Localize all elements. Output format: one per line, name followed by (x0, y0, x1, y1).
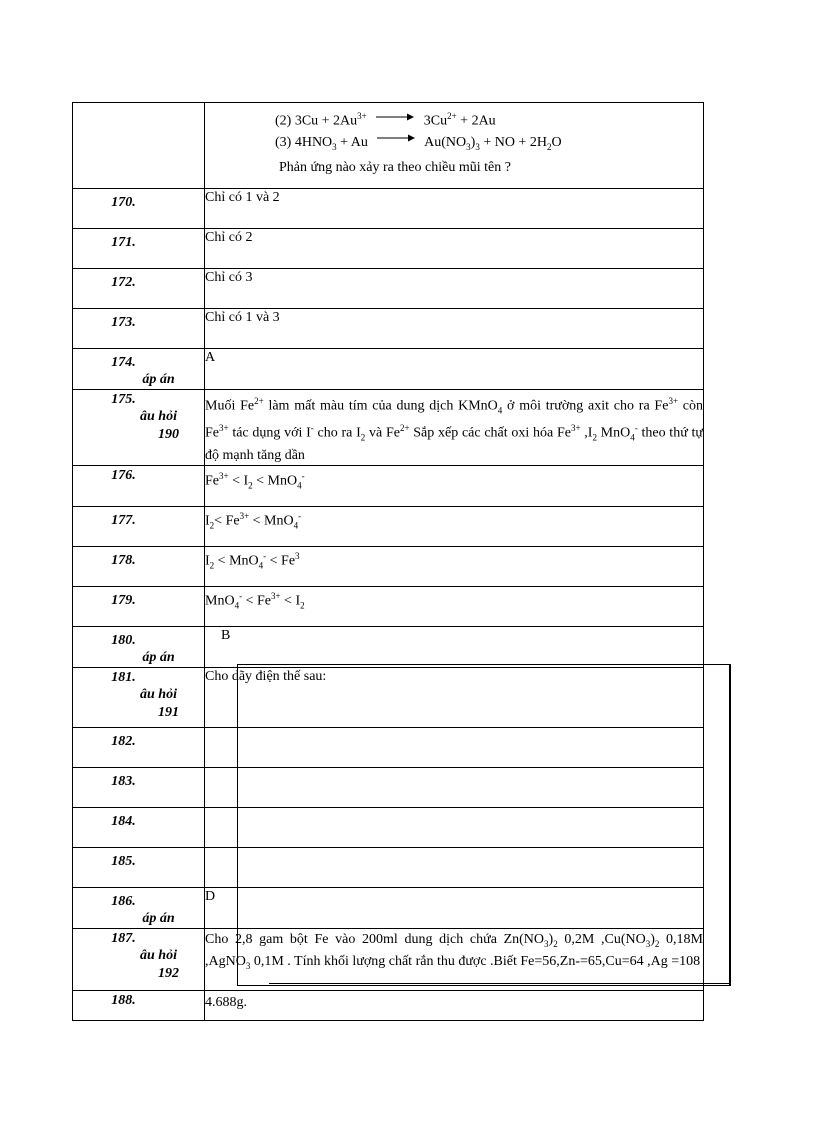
row-number: 179. (111, 592, 136, 608)
table-row (73, 990, 704, 1020)
row-number: 185. (111, 853, 136, 869)
table-row (73, 229, 704, 269)
row-number: 174. (111, 355, 136, 370)
table-row (73, 626, 704, 667)
row-number: 186. (111, 893, 136, 909)
answer-option: $I_2< Fe^{3+} < MnO_4^-$ (205, 506, 704, 546)
table-row (73, 103, 704, 189)
table-row (73, 349, 704, 390)
table-row (73, 465, 704, 506)
answer-option: Chỉ có 2 (205, 229, 704, 269)
row-label: áp án (142, 910, 175, 926)
row-number: 176. (111, 467, 136, 483)
row-label: âu hỏi (140, 409, 177, 424)
row-number: 177. (111, 512, 136, 528)
reaction-arrow-icon (377, 134, 415, 142)
answer-option: Chỉ có 3 (205, 269, 704, 309)
answer-option: Chỉ có 1 và 2 (205, 189, 704, 229)
equation-3: (3) $4HNO_3 + Au$ $Au(NO_3)_3$ + NO + $2H_2O$ (275, 134, 562, 152)
question-number: 192 (158, 965, 179, 981)
answer-key: A (205, 349, 704, 390)
answer-option: $Fe^{3+} < I_2 < MnO_4^-$ (205, 465, 704, 506)
row-number: 170. (111, 195, 136, 210)
row-number: 187. (111, 930, 136, 946)
answer-key: D (205, 887, 704, 928)
row-label: âu hỏi (140, 686, 177, 702)
row-number-cell (73, 103, 205, 189)
question-text: Cho 2,8 gam bột Fe vào 200ml dung dịch chứa $Zn(NO_3)_2$ 0,2M $,Cu(NO_3)_2$ 0,18M ,AgNO$_3$ 0,1M . Tính khối lượng chất rắn thu được .Biết Fe=56,Zn-=65,Cu=64 ,Ag =108 (205, 928, 704, 990)
answer-option: Chỉ có 1 và 3 (205, 309, 704, 349)
row-number: 180. (111, 632, 136, 648)
row-number: 183. (111, 773, 136, 789)
question-header-cell (205, 103, 704, 189)
equation-2: (2) $3Cu + 2Au^{3+}$ $3Cu^{2+} + 2Au$ (275, 111, 496, 129)
question-number: 190 (158, 427, 179, 442)
table-row (73, 390, 704, 466)
overlay-frame (237, 664, 731, 986)
question-text: Muối $Fe^{2+}$ làm mất màu tím của dung dịch KMnO$_4$ ở môi trường axit cho ra $Fe^{3+}$ còn $Fe^{3+}$ tác dụng với I- cho ra $I_2$ và $Fe^{2+}$ Sắp xếp các chất oxi hóa $Fe^{3+}$ $,I_2$ MnO$_4$- theo thứ tự độ mạnh tăng dần (205, 390, 704, 466)
question-text: Cho dãy điện thế sau: (205, 667, 704, 727)
row-number: 181. (111, 669, 136, 685)
row-number: 171. (111, 235, 136, 250)
table-row (73, 189, 704, 229)
row-number: 188. (111, 992, 136, 1008)
table-row (73, 546, 704, 586)
overlay-line (269, 983, 729, 984)
row-number: 184. (111, 813, 136, 829)
question-number: 191 (158, 704, 179, 720)
row-number: 172. (111, 275, 136, 290)
table-row (73, 586, 704, 626)
row-number: 178. (111, 552, 136, 568)
row-number: 175. (111, 392, 136, 407)
table-row (73, 506, 704, 546)
row-label: áp án (142, 372, 175, 387)
answer-text: 4.688g. (205, 990, 704, 1020)
row-label: áp án (142, 649, 175, 665)
answer-option: $MnO_4^- < Fe^{3+} < I_2$ (205, 586, 704, 626)
row-number: 182. (111, 733, 136, 749)
table-row (73, 309, 704, 349)
table-row (73, 269, 704, 309)
row-number: 173. (111, 315, 136, 330)
reaction-arrow-icon (376, 113, 414, 121)
row-label: âu hỏi (140, 947, 177, 963)
answer-option: $I_2 < MnO_4^- < Fe^3$ (205, 546, 704, 586)
question-text: Phản ứng nào xảy ra theo chiều mũi tên ? (279, 160, 511, 176)
answer-key: B (205, 626, 704, 667)
